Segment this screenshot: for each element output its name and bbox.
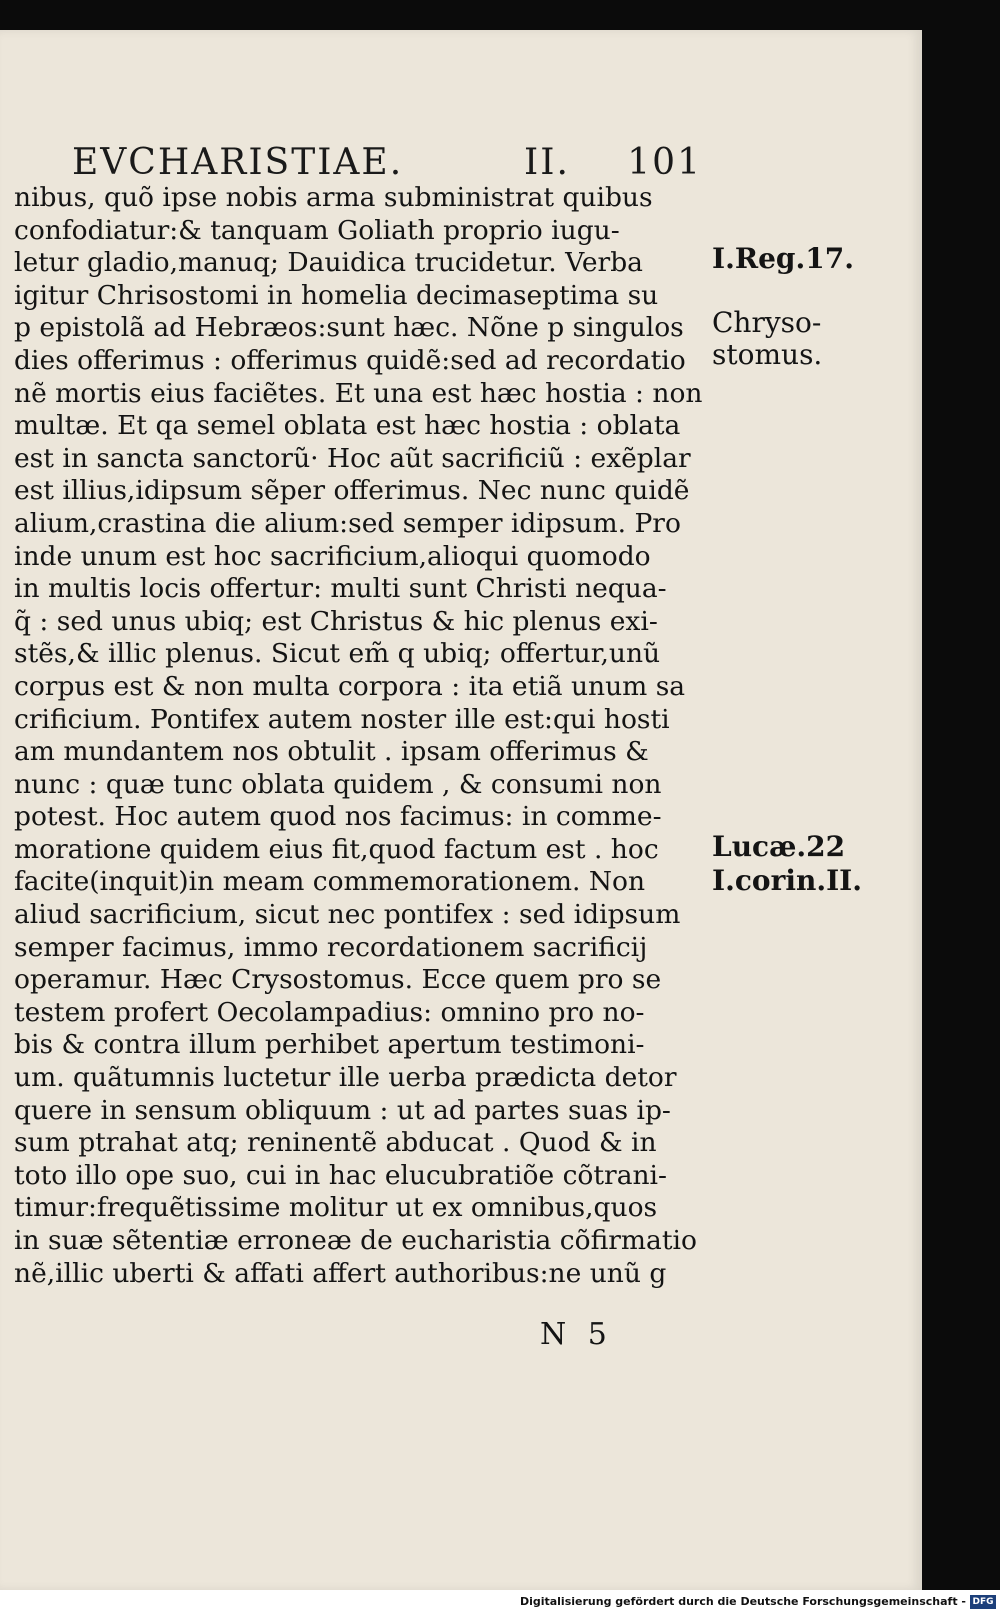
marginal-note: I.Reg.17. (712, 242, 854, 275)
text-line: nẽ,illic uberti & affati affert authoribus:ne unũ g (14, 1257, 667, 1289)
marginal-note: Lucæ.22 (712, 830, 846, 863)
text-line: confodiatur:& tanquam Goliath proprio iugu- (14, 214, 620, 246)
text-line: igitur Chrisostomi in homelia decimaseptima su (14, 279, 659, 311)
text-line: operamur. Hæc Crysostomus. Ecce quem pro se (14, 964, 662, 996)
text-line: toto illo ope suo, cui in hac elucubratiõe cõtrani- (14, 1159, 667, 1191)
running-title: EVCHARISTIAE. (72, 142, 404, 183)
text-line: est illius,idipsum sẽper offerimus. Nec nunc quidẽ (14, 475, 690, 507)
text-line: q̃ : sed unus ubiq; est Christus & hic plenus exi- (14, 605, 658, 637)
signature-mark: N 5 (540, 1317, 613, 1352)
text-line: facite(inquit)in meam commemorationem. Non (14, 866, 646, 898)
text-line: nẽ mortis eius faciẽtes. Et una est hæc hostia : non (14, 377, 703, 409)
text-line: aliud sacrificium, sicut nec pontifex : sed idipsum (14, 899, 681, 931)
text-line: am mundantem nos obtulit . ipsam offerimus & (14, 736, 649, 768)
text-line: dies offerimus : offerimus quidẽ:sed ad recordatio (14, 344, 686, 376)
dfg-logo-icon: DFG (970, 1595, 996, 1609)
folio-number: 101 (627, 142, 702, 183)
text-line: stẽs,& illic plenus. Sicut em̃ q ubiq; offertur,unũ (14, 638, 661, 670)
text-line: crificium. Pontifex autem noster ille est:qui hosti (14, 703, 670, 735)
text-line: semper facimus, immo recordationem sacrificij (14, 931, 648, 963)
footer-credit: Digitalisierung gefördert durch die Deutsche Forschungsgemeinschaft - (519, 1595, 966, 1608)
marginal-note: Chryso- (712, 306, 822, 339)
text-line: timur:frequẽtissime molitur ut ex omnibus,quos (14, 1192, 658, 1224)
body-text (14, 182, 704, 1290)
text-line: est in sancta sanctorũ· Hoc aũt sacrificiũ : exẽplar (14, 442, 691, 474)
text-line: bis & contra illum perhibet apertum testimoni- (14, 1029, 645, 1061)
text-line: inde unum est hoc sacrificium,alioqui quomodo (14, 540, 651, 572)
text-line: letur gladio,manuq; Dauidica trucidetur. Verba (14, 247, 643, 279)
text-line: nibus, quõ ipse nobis arma subministrat quibus (14, 182, 653, 213)
chapter-number: II. (524, 142, 570, 183)
text-line: um. quãtumnis luctetur ille uerba prædicta detor (14, 1062, 677, 1094)
text-line: in multis locis offertur: multi sunt Christi nequa- (14, 573, 667, 605)
marginal-note: I.corin.II. (712, 864, 863, 897)
text-line: quere in sensum obliquum : ut ad partes suas ip- (14, 1094, 671, 1126)
text-line: corpus est & non multa corpora : ita etiã unum sa (14, 670, 686, 702)
text-line: in suæ sẽtentiæ erroneæ de eucharistia cõfirmatio (14, 1225, 697, 1256)
text-line: nunc : quæ tunc oblata quidem , & consumi non (14, 768, 662, 800)
digitization-footer (0, 1590, 1000, 1615)
marginal-note: stomus. (712, 338, 823, 371)
text-line: alium,crastina die alium:sed semper idipsum. Pro (14, 507, 681, 539)
running-header (72, 142, 702, 186)
book-page (0, 30, 922, 1590)
text-line: potest. Hoc autem quod nos facimus: in comme- (14, 801, 662, 833)
text-line: testem profert Oecolampadius: omnino pro no- (14, 996, 645, 1028)
text-line: p epistolã ad Hebræos:sunt hæc. Nõne p singulos (14, 312, 684, 344)
text-line: moratione quidem eius fit,quod factum est . hoc (14, 833, 659, 865)
text-line: sum ptrahat atq; reninentẽ abducat . Quod & in (14, 1127, 657, 1159)
text-line: multæ. Et qa semel oblata est hæc hostia : oblata (14, 410, 681, 442)
